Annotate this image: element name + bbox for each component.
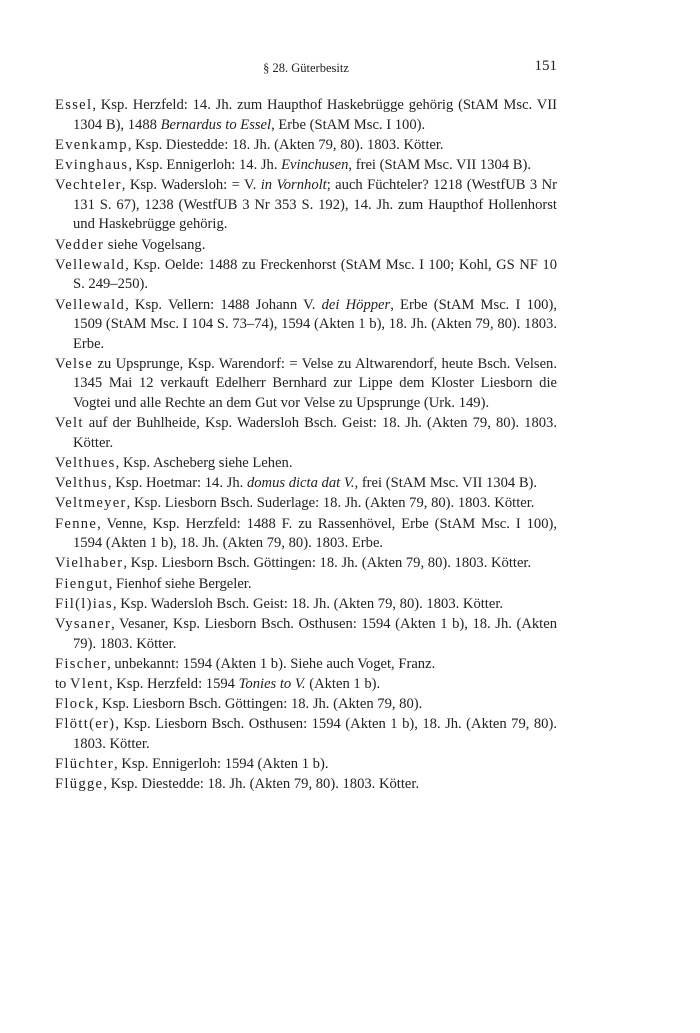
entry bbox=[55, 355, 557, 414]
entry-text: , Ksp. Herzfeld: 1594 bbox=[108, 675, 239, 692]
entry-headword: Vysaner bbox=[55, 615, 112, 632]
entry-text: , unbekannt: 1594 (Akten 1 b). Siehe auch Voget, Franz. bbox=[107, 655, 436, 672]
entry-text: , Ksp. Liesborn Bsch. Göttingen: 18. Jh. (Akten 79, 80). 1803. Kötter. bbox=[123, 555, 532, 572]
entry-headword: Evenkamp bbox=[55, 136, 128, 153]
entry-text: siehe Vogelsang. bbox=[104, 236, 206, 253]
entry bbox=[55, 176, 557, 235]
entry-text: , Ksp. Wadersloh Bsch. Geist: 18. Jh. (Akten 79, 80). 1803. Kötter. bbox=[112, 595, 504, 612]
entry-text: , Ksp. Ennigerloh: 14. Jh. bbox=[128, 156, 282, 173]
entry-headword: Vellewald bbox=[55, 296, 126, 313]
entry-headword: Vielhaber bbox=[55, 555, 124, 572]
entry-text: , frei (StAM Msc. VII 1304 B). bbox=[354, 475, 538, 492]
entry-headword: Fenne bbox=[55, 515, 98, 532]
entry bbox=[55, 156, 557, 176]
entry-text: ; auch Füchteler? 1218 (WestfUB 3 Nr 131 S. 67), 1238 (WestfUB 3 Nr 353 S. 192), 14. Jh. zum Haupthof Hollenhorst und Haskebrügge gehörig. bbox=[73, 177, 557, 233]
entry-headword: Velthus bbox=[55, 475, 108, 492]
entry-headword: Evinghaus bbox=[55, 156, 129, 173]
entry-headword: Velse bbox=[55, 355, 94, 372]
entry-text: , Ksp. Herzfeld: 14. Jh. zum Haupthof Haskebrügge gehörig (StAM Msc. VII 1304 B), 1488 bbox=[73, 97, 557, 133]
page-number: 151 bbox=[534, 58, 557, 74]
entry bbox=[55, 256, 557, 295]
entry bbox=[55, 136, 557, 156]
entry-text: , Ksp. Vellern: 1488 Johann V. bbox=[125, 296, 322, 313]
entry-headword: Vedder bbox=[55, 236, 105, 253]
entry-headword: Fil(l)ias bbox=[55, 595, 113, 612]
running-header bbox=[55, 58, 557, 78]
entry-text: , Ksp. Ascheberg siehe Lehen. bbox=[115, 455, 293, 472]
entry bbox=[55, 414, 557, 453]
entry bbox=[55, 615, 557, 654]
section-title: § 28. Güterbesitz bbox=[263, 61, 349, 75]
entry-headword: Flock bbox=[55, 696, 95, 713]
entry-text: , Venne, Ksp. Herzfeld: 1488 F. zu Rassenhövel, Erbe (StAM Msc. I 100), 1594 (Akten 1 b), 18. Jh. (Akten 79, 80). 1803. Erbe. bbox=[73, 515, 557, 552]
entry bbox=[55, 695, 557, 715]
entry bbox=[55, 715, 557, 754]
entry-text: auf der Buhlheide, Ksp. Wadersloh Bsch. Geist: 18. Jh. (Akten 79, 80). 1803. Kötter. bbox=[73, 415, 557, 451]
entry-headword: Vlent bbox=[70, 675, 109, 692]
entry bbox=[55, 554, 557, 574]
entry bbox=[55, 655, 557, 675]
entry-headword: Veltmeyer bbox=[55, 495, 127, 512]
entry-text: , Erbe (StAM Msc. I 100), 1509 (StAM Msc. I 104 S. 73–74), 1594 (Akten 1 b), 18. Jh. (Akten 79, 80). 1803. Erbe. bbox=[73, 296, 557, 352]
entry-text: , Ksp. Liesborn Bsch. Suderlage: 18. Jh. (Akten 79, 80). 1803. Kötter. bbox=[126, 495, 535, 512]
entry-text: , Ksp. Liesborn Bsch. Osthusen: 1594 (Akten 1 b), 18. Jh. (Akten 79, 80). 1803. Kötter. bbox=[73, 716, 557, 752]
entry bbox=[55, 494, 557, 514]
entry-headword: Fischer bbox=[55, 655, 108, 672]
entry-headword: Vechteler bbox=[55, 177, 122, 194]
entry-text: , Ksp. Oelde: 1488 zu Freckenhorst (StAM Msc. I 100; Kohl, GS NF 10 S. 249–250). bbox=[73, 256, 557, 293]
entry-headword: Essel bbox=[55, 97, 93, 113]
entry-headword: Fiengut bbox=[55, 575, 109, 592]
entry-italic-text: domus dicta dat V. bbox=[246, 475, 355, 492]
entry-text: , Ksp. Ennigerloh: 1594 (Akten 1 b). bbox=[114, 756, 329, 773]
entry bbox=[55, 236, 557, 256]
entry-list bbox=[55, 96, 557, 795]
entry-text: zu Upsprunge, Ksp. Warendorf: = Velse zu Altwarendorf, heute Bsch. Velsen. 1345 Mai 12 verkauft Edelherr Bernhard zur Lippe dem Kloster Liesborn die Vogtei und alle Rechte an dem Gut vor Velse zu Upsprunge (Urk. 149). bbox=[73, 355, 557, 412]
entry bbox=[55, 454, 557, 474]
entry-text: , Ksp. Diestedde: 18. Jh. (Akten 79, 80). 1803. Kötter. bbox=[103, 776, 420, 793]
entry-italic-text: dei Höpper bbox=[321, 296, 391, 313]
entry-italic-text: in Vornholt bbox=[260, 177, 327, 194]
entry-text: , Fienhof siehe Bergeler. bbox=[108, 575, 252, 592]
entry-text: (Akten 1 b). bbox=[305, 675, 381, 692]
entry-text: , Ksp. Wadersloh: = V. bbox=[121, 177, 261, 194]
entry-text: , Erbe (StAM Msc. I 100). bbox=[271, 116, 426, 133]
entry-headword: Velt bbox=[55, 415, 84, 432]
entry-italic-text: Tonies to V. bbox=[238, 675, 306, 692]
entry bbox=[55, 515, 557, 554]
entry-headword: Vellewald bbox=[55, 256, 126, 273]
entry bbox=[55, 595, 557, 615]
entry-text: , Ksp. Hoetmar: 14. Jh. bbox=[107, 475, 247, 492]
entry-headword: Flött(er) bbox=[55, 716, 116, 733]
entry-prefix: to bbox=[55, 675, 70, 692]
entry-headword: Flüchter bbox=[55, 756, 115, 773]
entry-text: , Ksp. Liesborn Bsch. Göttingen: 18. Jh. (Akten 79, 80). bbox=[94, 696, 423, 713]
entry-headword: Flügge bbox=[55, 776, 104, 793]
entry-italic-text: Bernardus to Essel bbox=[160, 116, 272, 133]
entry bbox=[55, 775, 557, 795]
entry bbox=[55, 474, 557, 494]
entry bbox=[55, 575, 557, 595]
entry-text: , frei (StAM Msc. VII 1304 B). bbox=[348, 156, 531, 173]
entry-italic-text: Evinchusen bbox=[281, 156, 349, 173]
entry bbox=[55, 96, 557, 135]
entry-text: , Vesaner, Ksp. Liesborn Bsch. Osthusen: 1594 (Akten 1 b), 18. Jh. (Akten 79). 1803. Kötter. bbox=[73, 615, 557, 652]
entry-headword: Velthues bbox=[55, 455, 116, 472]
entry bbox=[55, 755, 557, 775]
entry bbox=[55, 675, 557, 695]
entry bbox=[55, 296, 557, 355]
entry-text: , Ksp. Diestedde: 18. Jh. (Akten 79, 80). 1803. Kötter. bbox=[127, 136, 444, 153]
